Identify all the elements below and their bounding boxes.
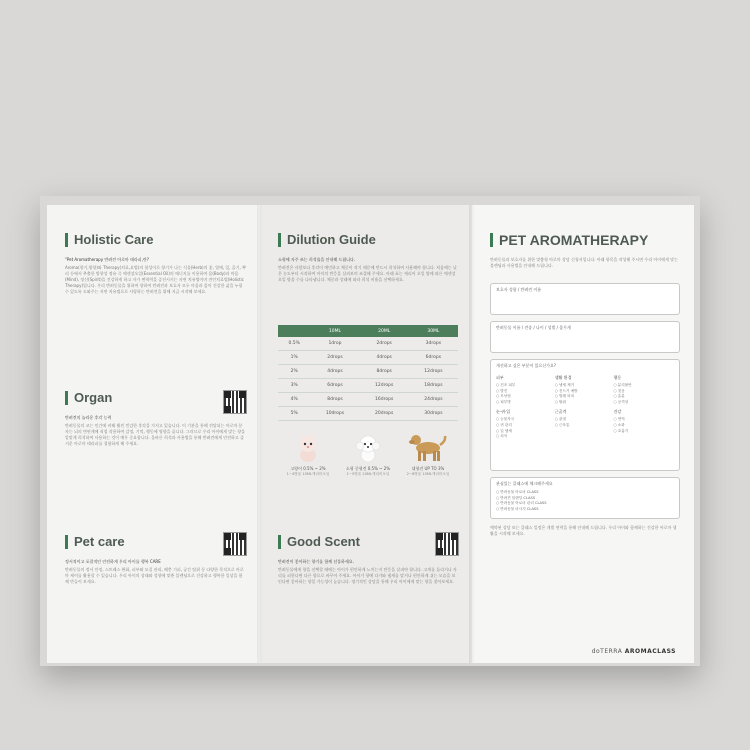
brand-logo-text: doTERRA (591, 648, 623, 655)
table-cell: 10drops (310, 407, 359, 421)
concern-checkbox[interactable]: ○ 호흡기 (613, 429, 672, 435)
table-row (278, 337, 458, 351)
concern-checkbox[interactable]: ○ 피부병 (496, 400, 555, 406)
concerns-question: 개선하고 싶은 부분이 있으신가요? (496, 363, 557, 368)
dilution-guide-section (278, 233, 458, 477)
brand-class-text: AROMACLASS (624, 648, 676, 655)
concern-checkbox[interactable]: ○ 소화 (613, 423, 672, 429)
table-cell: 2drops (360, 337, 409, 351)
class-interest-heading: 관심있는 클래스에 체크해주세요 (496, 481, 553, 486)
table-cell: 24drops (409, 393, 458, 407)
concern-checkbox[interactable]: ○ 벌레 퇴치 (555, 394, 614, 400)
brand-footer (592, 648, 676, 655)
pet-info-field[interactable]: 반려동물 이름 / 견종 / 나이 / 성별 / 몸무게 (490, 321, 680, 353)
brochure-panel-right (472, 205, 694, 663)
fold-line-right (469, 205, 475, 663)
table-cell: 12drops (409, 365, 458, 379)
organ-section (65, 391, 246, 447)
dilution-table (278, 325, 458, 421)
dilution-guide-body: 반려견은 사람보다 후각이 예민하고 체중이 작기 때문에 반드시 희석하여 사용해야 합니다. 처음에는 낮은 농도부터 시작하여 아이의 반응을 살펴보며 조절해 주세요. 아래 표는 캐리어 오일 양에 따른 에센셜 오일 방울 수를 나타냅니다. 체중과 상태에 따라 희석 비율을 선택하세요. (278, 265, 457, 282)
holistic-care-body: Aroma(향기,방향)와 Therapy(치료,요법)의 합성어로 향기가 나는 식물(Herb)의 꽃, 열매, 잎, 줄기, 뿌리 등에서 추출한 방향성 정유 즉 에센셜오일(Essential Oil)의 에너지를 이용하여 몸(Body)과 마음(Mind), 정신(Spirit)을 건강하게 하고 자가 면역력을 증진시키는 자연 치유법이며 전인치료법(Holistic Therapy)입니다. 우리 반려동물을 위하여 향하여 반려견과 보호자 모두 마음과 몸이 건강한 삶을 누릴 수 있도록 도와주는 자연 치유법으로 사랑하는 반려견을 위해 지금 시작해 보세요. (65, 265, 246, 294)
table-row (278, 379, 458, 393)
table-row (278, 365, 458, 379)
good-scent-section (278, 535, 458, 585)
table-cell: 2% (278, 365, 310, 379)
concern-checkbox[interactable]: ○ 관절 (555, 417, 614, 423)
pet-aromatherapy-intro: 반려동물과 보호자를 위한 맞춤형 아로마 상담 신청서입니다. 아래 항목을 작성해 주시면 우리 아이에게 맞는 블렌딩과 사용법을 안내해 드립니다. (490, 257, 678, 268)
organ-title: Organ (65, 391, 246, 405)
pet-small-dog (338, 429, 397, 477)
table-cell: 4drops (360, 351, 409, 365)
concern-group-heading: 눈·귀·입 (496, 409, 511, 415)
pet-care-qr-code-icon[interactable] (224, 533, 246, 555)
good-scent-body: 반려동물에게 향을 선택할 때에는 아이가 편안하게 느끼는지 반응을 살펴야 합니다. 고개를 돌리거나 자리를 피한다면 다른 향으로 바꾸어 주세요. 아이가 향에 다가와 냄새를 맡거나 편안하게 쉬는 모습을 보인다면 좋아하는 향일 가능성이 높습니다. 정기적인 상담을 통해 우리 아이에게 맞는 향을 찾아보세요. (278, 567, 457, 584)
holistic-care-section (65, 233, 246, 295)
concern-checkbox[interactable]: ○ 치석 (496, 434, 555, 440)
class-list (496, 490, 674, 512)
table-cell: 12drops (360, 379, 409, 393)
concern-checkbox[interactable]: ○ 귀 관리 (496, 423, 555, 429)
concern-checkbox[interactable]: ○ 흥분 (613, 394, 672, 400)
small-dog-dilution-sub: 1~5방울 10ML캐리어오일 (346, 472, 390, 476)
concern-group (496, 375, 555, 405)
cat-dilution-label: 고양이 0.5% ~ 2% (290, 466, 326, 471)
concern-checkbox[interactable]: ○ 건조 피부 (496, 383, 555, 389)
concern-checkbox[interactable]: ○ 탈취 (555, 400, 614, 406)
organ-body: 반려동물의 코는 인간에 비해 훨씬 민감한 후각을 가지고 있습니다. 이 기관을 통해 전달되는 아로마 분자는 뇌의 변연계에 직접 작용하여 감정, 기억, 행동에 영향을 줍니다. 그러므로 우리 아이에게 맞는 향을 알맞게 희석하여 사용하는 것이 매우 중요합니다. 올바른 희석과 사용법을 통해 반려견에게 안전하고 즐거운 아로마 테라피를 경험하게 해 주세요. (65, 423, 246, 446)
concern-checkbox[interactable]: ○ 냄새 제거 (555, 383, 614, 389)
large-dog-dilution-sub: 2~6방울 10ML캐리어오일 (406, 472, 450, 476)
concern-group-heading: 생활 환경 (554, 375, 572, 380)
class-checkbox[interactable]: ○ 반려동물 마사지 CLASS (496, 507, 674, 513)
table-cell: 20drops (360, 407, 409, 421)
pet-aromatherapy-title: PET AROMATHERAPY (490, 233, 680, 247)
table-cell: 8drops (360, 365, 409, 379)
concern-checkbox[interactable]: ○ 눈물자국 (496, 417, 555, 423)
table-cell: 4% (278, 393, 310, 407)
class-checkbox[interactable]: ○ 반려견 블렌딩 CLASS (496, 496, 674, 502)
concern-group-heading: 근골격 (554, 409, 567, 415)
class-checkbox[interactable]: ○ 반려동물 아로마 관리 CLASS (496, 501, 674, 507)
table-cell: 4drops (310, 365, 359, 379)
concern-group-heading: 건강 (613, 409, 622, 415)
concern-checkbox[interactable]: ○ 면역 (613, 417, 672, 423)
brochure-panel-left (47, 205, 260, 663)
table-cell: 8drops (310, 393, 359, 407)
table-cell: 18drops (409, 379, 458, 393)
table-cell: 5% (278, 407, 310, 421)
concern-checkbox[interactable]: ○ 근육통 (555, 423, 614, 429)
table-cell: 6drops (409, 351, 458, 365)
good-scent-lede: 반려견이 좋아하는 향기를 함께 선물하세요. (278, 559, 354, 564)
concern-group (496, 409, 555, 439)
table-cell: 6drops (310, 379, 359, 393)
concern-checkbox[interactable]: ○ 공격성 (613, 400, 672, 406)
organ-qr-code-icon[interactable] (224, 391, 246, 413)
dilution-table-header: 20ML (360, 325, 409, 337)
dilution-table-header: 30ML (409, 325, 458, 337)
dilution-table-header-row (278, 325, 458, 337)
pet-care-section (65, 535, 246, 585)
concern-group (613, 409, 672, 439)
pet-large-dog (398, 429, 457, 477)
concern-checkbox[interactable]: ○ 발진 (496, 389, 555, 395)
poodle-illustration-icon (354, 433, 382, 463)
closing-note: 예약된 상담 또는 클래스 일정은 개별 연락을 통해 안내해 드립니다. 우리 아이와 함께하는 건강한 아로마 생활을 시작해 보세요. (490, 525, 677, 536)
table-cell: 1drop (310, 337, 359, 351)
concern-group (555, 375, 614, 405)
holistic-care-title: Holistic Care (65, 233, 246, 247)
pet-care-body: 반려동물의 정서 안정, 스트레스 완화, 피부와 모질 관리, 해충 기피, 공간 탈취 등 다양한 목적으로 아로마 케어를 활용할 수 있습니다. 우리 아이의 상태와 성향에 맞춘 블렌딩으로 건강하고 행복한 일상을 함께 만들어 보세요. (65, 567, 244, 584)
concern-checkbox[interactable]: ○ 입 냄새 (496, 429, 555, 435)
concern-checkbox[interactable]: ○ 짖음 (613, 389, 672, 395)
dilution-table-header (278, 325, 310, 337)
table-cell: 2drops (310, 351, 359, 365)
holistic-care-lede: "Pet Aromatherapy 반려견 아로마 테라피,란? (65, 257, 149, 262)
pet-dilution-illustrations (278, 429, 458, 477)
guardian-name-field[interactable]: 보호자 성함 / 반려견 이름 (490, 283, 680, 315)
large-dog-dilution-label: 대형견 UP TO 3% (411, 466, 445, 471)
fold-line-left (257, 205, 263, 663)
concern-group-heading: 피부 (496, 375, 504, 380)
table-cell: 30drops (409, 407, 458, 421)
table-row (278, 407, 458, 421)
class-interest-checklist (490, 477, 680, 519)
concerns-grid (496, 375, 674, 444)
pet-cat (278, 429, 337, 477)
brochure-panel-middle (260, 205, 472, 663)
dilution-guide-title: Dilution Guide (278, 233, 458, 247)
table-cell: 16drops (360, 393, 409, 407)
concern-checkbox[interactable]: ○ 진드기 예방 (555, 389, 614, 395)
concern-checkbox[interactable]: ○ 분리불안 (613, 383, 672, 389)
concern-checkbox[interactable]: ○ 모낭염 (496, 394, 555, 400)
table-cell: 1% (278, 351, 310, 365)
dilution-table-header: 10ML (310, 325, 359, 337)
table-row (278, 393, 458, 407)
good-scent-title: Good Scent (278, 535, 458, 549)
pet-care-title: Pet care (65, 535, 246, 549)
good-scent-qr-code-icon[interactable] (436, 533, 458, 555)
cat-dilution-sub: 1~4방울 10ML캐리어오일 (286, 472, 330, 476)
concern-group (555, 409, 614, 439)
table-cell: 3drops (409, 337, 458, 351)
concerns-checklist (490, 359, 680, 471)
table-row (278, 351, 458, 365)
dilution-guide-lede: 소형에 자주 쓰는 희석률을 안내해 드립니다. (278, 257, 356, 262)
table-cell: 3% (278, 379, 310, 393)
concern-group-heading: 행동 (613, 375, 622, 380)
small-dog-dilution-label: 소형 중형견 0.5% ~ 2% (345, 466, 391, 471)
cat-illustration-icon (295, 433, 321, 463)
concern-group (613, 375, 672, 405)
class-checkbox[interactable]: ○ 반려동물 아로마 CLASS (496, 490, 674, 496)
organ-lede: 반려견의 놀라운 후각 능력 (65, 415, 112, 420)
golden-retriever-illustration-icon (408, 431, 448, 463)
pet-care-lede: 정서적이고 포괄적인 안전하게 우리 아이를 행복 CARE (65, 559, 161, 564)
table-cell: 0.5% (278, 337, 310, 351)
